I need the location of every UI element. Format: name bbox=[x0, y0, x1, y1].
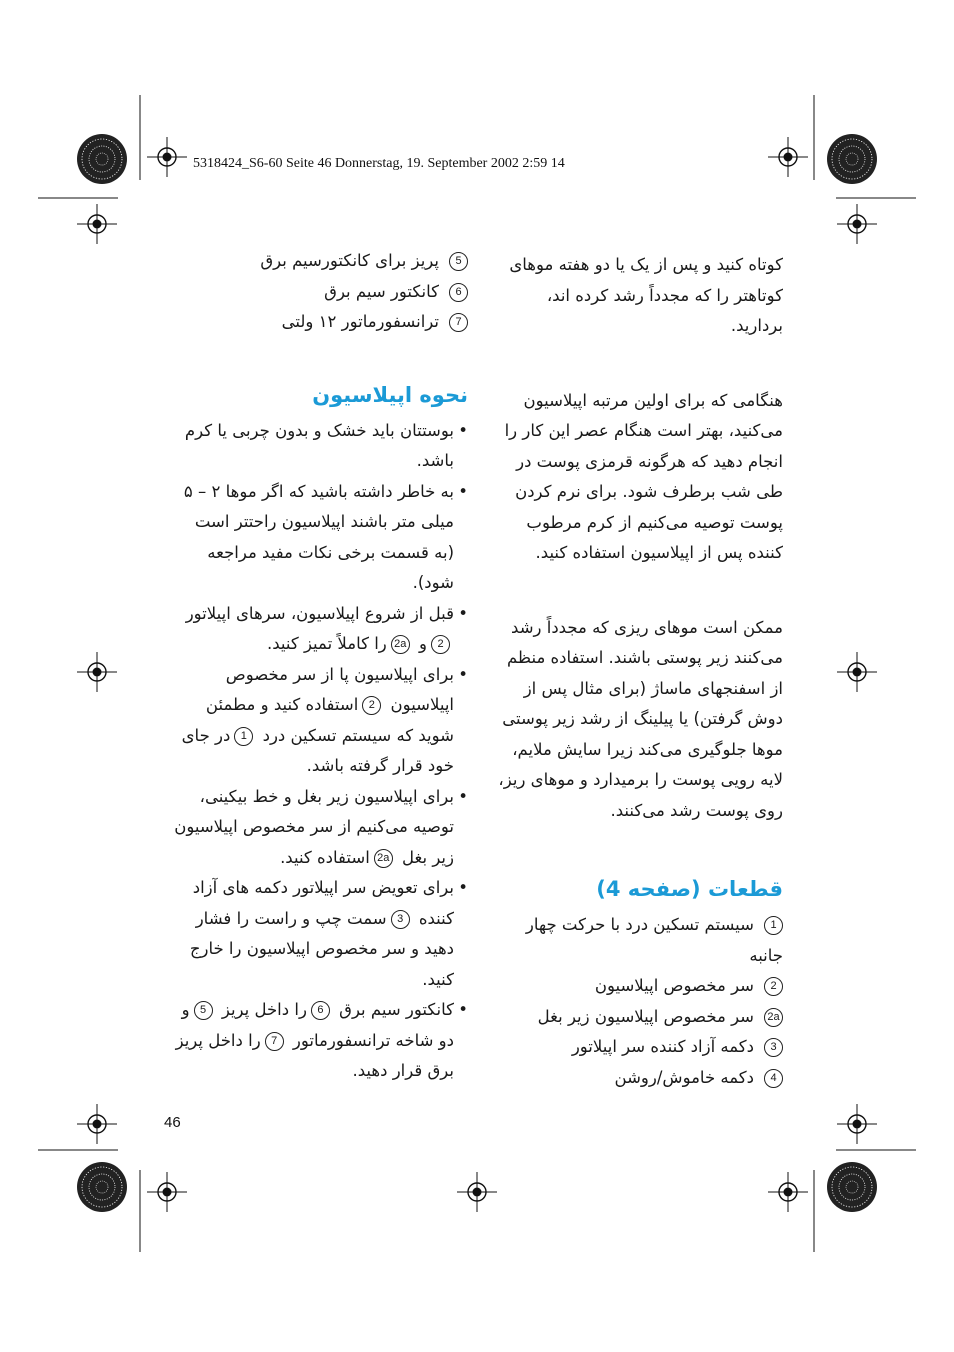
bullet-text: برای اپیلاسیون پا از سر مخصوص اپیلاسیون bbox=[225, 664, 454, 714]
part-number: 7 bbox=[449, 313, 468, 332]
bullet-text: به خاطر داشته باشید که اگر موها ۲ – ۵ میلی متر باشند اپیلاسیون راحتتر است (به قسمت برخی نکات مفید مراجعه شود). bbox=[183, 481, 454, 592]
part-number: 2 bbox=[362, 696, 381, 715]
part-number: 3 bbox=[391, 910, 410, 929]
list-item bbox=[170, 277, 468, 308]
part-label: دکمه آزاد کننده سر اپیلاتور bbox=[571, 1037, 754, 1056]
how-to-heading: نحوه اپیلاسیون bbox=[312, 382, 468, 407]
bullet-text: استفاده کنید. bbox=[280, 847, 370, 867]
left-column bbox=[170, 246, 468, 1087]
part-label: سر مخصوص اپیلاسیون bbox=[594, 976, 754, 995]
part-number: 1 bbox=[764, 916, 783, 935]
part-number: 4 bbox=[764, 1069, 783, 1088]
part-label: دکمه خاموش/روشن bbox=[614, 1067, 754, 1087]
page-number: 46 bbox=[164, 1114, 181, 1131]
bullet-text: سمت چپ و راست را فشار دهید و سر مخصوص اپیلاسیون را خارج کنید. bbox=[189, 908, 454, 989]
parts-heading: قطعات (صفحه 4) bbox=[596, 877, 783, 901]
part-label: کانکتور سیم برق bbox=[324, 281, 439, 301]
part-number: 5 bbox=[194, 1001, 213, 1020]
list-item bbox=[490, 1032, 783, 1063]
part-label: سیستم تسکین درد با حرکت چهار جانبه bbox=[525, 915, 783, 965]
part-label: سر مخصوص اپیلاسیون زیر بغل bbox=[537, 1006, 754, 1026]
right-column bbox=[490, 250, 783, 1093]
part-number: 5 bbox=[449, 252, 468, 271]
instructions-list bbox=[170, 416, 468, 1087]
bullet-text: استفاده کنید و مطمئن شوید که سیستم تسکین درد bbox=[205, 695, 454, 745]
list-item bbox=[490, 1002, 783, 1033]
parts-list bbox=[490, 910, 783, 1093]
list-item bbox=[170, 599, 468, 660]
paragraph-first-time: هنگامی که برای اولین مرتبه اپیلاسیون می‌کنید، بهتر است هنگام عصر این کار را انجام دهید که هرگونه قرمزی پوست در طی شب برطرف شود. برای نرم کردن پوست توصیه می‌کنیم از کرم مرطوب کننده پس از اپیلاسیون استفاده کنید. bbox=[504, 390, 783, 562]
list-item bbox=[170, 660, 468, 782]
part-number: 1 bbox=[234, 727, 253, 746]
parts-list-continued bbox=[170, 246, 468, 338]
bullet-text: را کاملاً تمیز کنید. bbox=[266, 634, 387, 653]
part-number: 7 bbox=[265, 1032, 284, 1051]
bullet-text: برای تعویض سر اپیلاتور دکمه های آزاد کننده bbox=[192, 878, 454, 928]
part-number: 2a bbox=[391, 635, 410, 654]
part-number: 3 bbox=[764, 1038, 783, 1057]
bullet-text: کانکتور سیم برق bbox=[339, 1000, 454, 1019]
list-item bbox=[170, 782, 468, 874]
part-number: 6 bbox=[311, 1001, 330, 1020]
part-number: 2 bbox=[431, 635, 450, 654]
list-item bbox=[490, 971, 783, 1002]
bullet-text: قبل از شروع اپیلاسیون، سرهای اپیلاتور bbox=[185, 603, 454, 623]
list-item bbox=[170, 995, 468, 1087]
list-item bbox=[170, 873, 468, 995]
list-item bbox=[170, 246, 468, 277]
list-item bbox=[170, 477, 468, 599]
part-label: ترانسفورماتور ۱۲ ولتی bbox=[281, 312, 439, 331]
list-item bbox=[490, 910, 783, 971]
bullet-text: و دو شاخه ترانسفورماتور bbox=[181, 1000, 454, 1050]
part-number: 2a bbox=[764, 1008, 783, 1027]
bullet-text: بوستتان باید خشک و بدون چربی یا کرم باشد. bbox=[184, 420, 454, 470]
part-label: پریز برای کانکتورسیم برق bbox=[260, 251, 439, 270]
paragraph-ingrown-hair: ممکن است موهای ریزی که مجدداً رشد می‌کنند زیر پوستی باشند. استفاده منظم از اسفنجهای ماساژ (برای مثال پس از دوش گرفتن) یا پیلینگ از رشد زیر پوستی موها جلوگیری می‌کند زیرا سایش ملایم، لایه رویی پوست را برمیدارد و موهای ریز، روی پوست رشد می‌کنند. bbox=[498, 617, 783, 820]
bullet-text: را داخل پریز برق قرار دهید. bbox=[175, 1030, 454, 1080]
list-item bbox=[490, 1063, 783, 1094]
bullet-text: در جای خود قرار گرفته باشد. bbox=[181, 725, 454, 775]
list-item bbox=[170, 307, 468, 338]
bullet-text: برای اپیلاسیون زیر بغل و خط بیکینی، توصیه می‌کنیم از سر مخصوص اپیلاسیون زیر بغل bbox=[174, 786, 454, 867]
print-slug: 5318424_S6-60 Seite 46 Donnerstag, 19. September 2002 2:59 14 bbox=[193, 156, 565, 171]
part-number: 6 bbox=[449, 283, 468, 302]
part-number: 2 bbox=[764, 977, 783, 996]
part-number: 2a bbox=[374, 849, 393, 868]
bullet-text: را داخل پریز bbox=[221, 1000, 307, 1019]
list-item bbox=[170, 416, 468, 477]
bullet-text: و bbox=[419, 634, 427, 653]
paragraph-short-hair: کوتاه کنید و پس از یک یا دو هفته موهای کوتاهتر را که مجدداً رشد کرده اند، بردارید. bbox=[509, 255, 783, 335]
